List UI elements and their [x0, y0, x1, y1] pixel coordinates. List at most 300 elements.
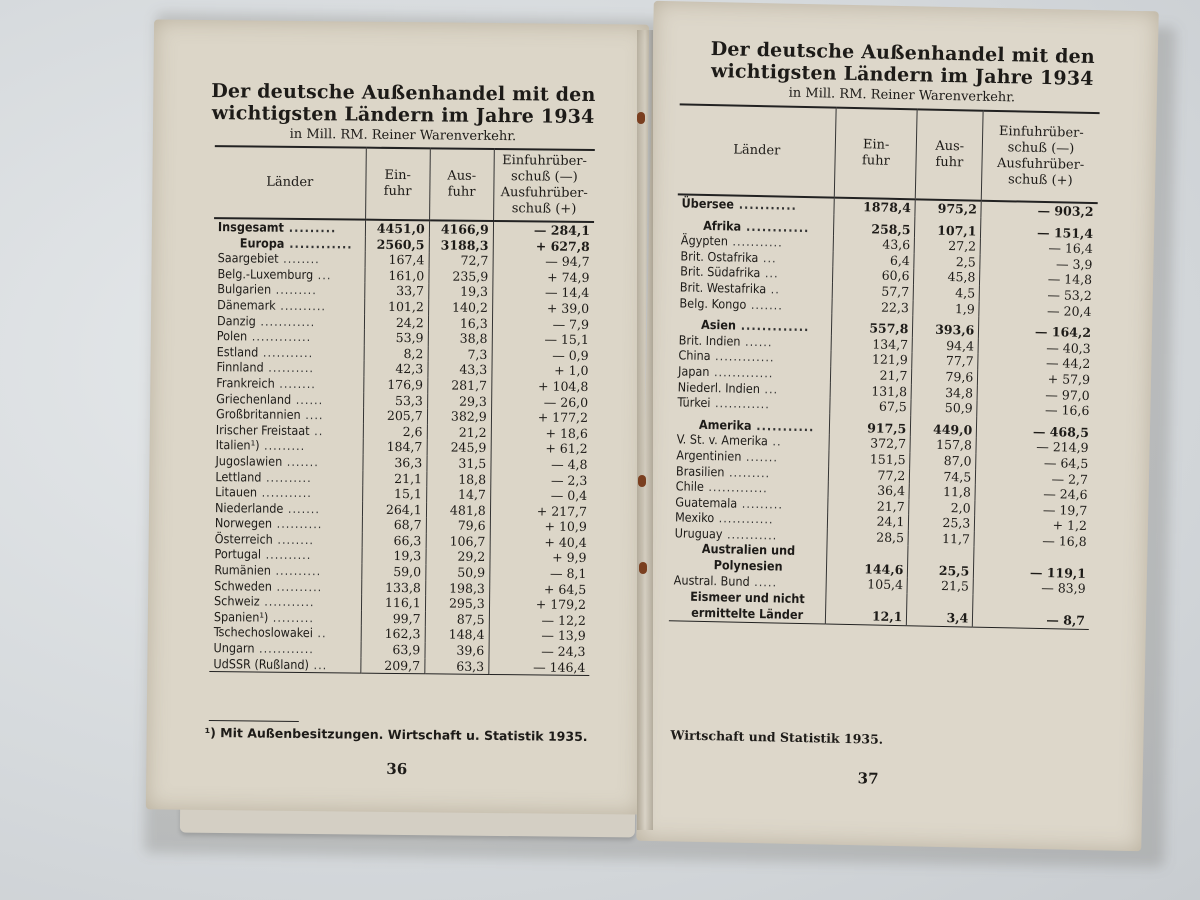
leader-dots: .............: [703, 479, 768, 496]
einfuhr-value: 917,5: [830, 413, 912, 436]
header-label: Aus- fuhr: [447, 168, 477, 200]
country-label: Uruguay: [674, 525, 723, 542]
country-name: [670, 541, 827, 576]
country-name: [212, 375, 363, 392]
ueberschuss-value: + 18,6: [491, 425, 592, 442]
leader-dots: ............: [284, 235, 353, 252]
header-label: Aus- fuhr: [935, 138, 965, 171]
country-label: Dänemark: [217, 297, 276, 313]
country-label: Schweiz: [213, 593, 260, 609]
ausfuhr-value: 393,6: [913, 315, 979, 338]
leader-dots: .............: [709, 363, 774, 381]
leader-dots: .........: [259, 437, 306, 454]
country-name: [214, 235, 365, 252]
ueberschuss-value: — 19,7: [975, 500, 1091, 518]
country-name: [210, 593, 361, 610]
leader-dots: ...: [760, 265, 779, 281]
ueberschuss-value: + 39,0: [492, 300, 593, 317]
einfuhr-value: 36,4: [828, 482, 909, 499]
einfuhr-value: 2560,5: [365, 236, 429, 252]
ausfuhr-value: 16,3: [428, 315, 492, 331]
country-label: Frankreich: [216, 375, 275, 391]
leader-dots: ............: [741, 218, 810, 235]
country-label: Übersee: [681, 195, 735, 212]
ausfuhr-value: 45,8: [914, 269, 980, 286]
ausfuhr-value: 3188,3: [429, 237, 493, 253]
einfuhr-value: 99,7: [361, 610, 425, 626]
book-spine: [637, 30, 653, 830]
country-label: Türkei: [677, 394, 711, 411]
ausfuhr-value: 29,3: [427, 393, 491, 409]
country-name: [211, 484, 362, 501]
right-page-title: [692, 38, 1113, 91]
ueberschuss-value: — 4,8: [491, 456, 592, 473]
leader-dots: .........: [724, 463, 771, 480]
einfuhr-value: 372,7: [829, 435, 910, 452]
leader-dots: .......: [283, 500, 321, 516]
einfuhr-value: 162,3: [361, 626, 425, 642]
country-name: [673, 394, 830, 413]
col-header-ueberschuss: [493, 149, 595, 222]
country-name: [211, 531, 362, 548]
ueberschuss-value: — 119,1: [974, 547, 1091, 581]
einfuhr-value: 116,1: [361, 595, 425, 611]
leader-dots: .........: [268, 609, 315, 625]
country-name: [211, 500, 362, 517]
leader-dots: ......: [740, 333, 773, 350]
country-name: [213, 297, 364, 314]
ausfuhr-value: 27,2: [915, 238, 981, 255]
leader-dots: ...: [758, 249, 777, 266]
leader-dots: ..: [766, 281, 781, 297]
ausfuhr-value: 74,5: [910, 468, 976, 485]
ueberschuss-value: + 61,2: [491, 440, 592, 457]
country-label: Niederl. Indien: [677, 378, 761, 396]
header-label: Ein- fuhr: [861, 137, 890, 169]
leader-dots: .............: [247, 328, 312, 345]
leader-dots: ...........: [722, 526, 778, 543]
table-row: [209, 656, 589, 676]
einfuhr-value: 36,3: [363, 455, 427, 471]
leader-dots: ...........: [727, 233, 783, 250]
einfuhr-value: 167,4: [365, 252, 429, 268]
ueberschuss-value: + 1,2: [975, 516, 1091, 534]
ausfuhr-value: 1,9: [913, 300, 979, 317]
country-label: Rumänien: [214, 562, 271, 578]
country-label: Norwegen: [214, 515, 273, 531]
einfuhr-value: 121,9: [831, 351, 912, 368]
leader-dots: ........: [278, 250, 320, 267]
right-title-line2: wichtigsten Ländern im Jahre 1934: [710, 60, 1094, 91]
einfuhr-value: 59,0: [362, 564, 426, 580]
country-label: Ungarn: [213, 640, 255, 656]
leader-dots: ..........: [263, 359, 315, 376]
left-page-title: [193, 80, 613, 128]
leader-dots: ....: [300, 407, 324, 423]
ausfuhr-value: 39,6: [425, 642, 489, 658]
ueberschuss-value: + 104,8: [491, 378, 592, 395]
ausfuhr-value: 245,9: [427, 440, 491, 456]
leader-dots: .........: [271, 282, 317, 298]
leader-dots: ......: [291, 391, 324, 407]
ausfuhr-value: 7,3: [428, 346, 492, 362]
ueberschuss-value: — 12,2: [489, 612, 590, 629]
ausfuhr-value: 38,8: [428, 330, 492, 346]
ausfuhr-value: 34,8: [911, 384, 977, 401]
ueberschuss-value: — 151,4: [981, 217, 1098, 241]
einfuhr-value: 57,7: [832, 283, 913, 300]
ausfuhr-value: 4,5: [914, 284, 980, 301]
country-name: [211, 469, 362, 486]
ausfuhr-value: 94,4: [912, 337, 978, 354]
country-label: China: [678, 347, 711, 364]
einfuhr-value: 1878,4: [834, 198, 915, 216]
ueberschuss-value: — 8,1: [490, 565, 591, 582]
leader-dots: .....: [749, 574, 778, 590]
country-name: [213, 313, 364, 330]
leader-dots: ...: [308, 656, 328, 672]
einfuhr-value: 19,3: [362, 548, 426, 564]
country-label: Mexiko: [674, 509, 715, 526]
einfuhr-value: 53,9: [364, 330, 428, 346]
ueberschuss-value: — 14,4: [492, 284, 593, 301]
country-label: Brit. Ostafrika: [680, 248, 759, 265]
einfuhr-value: 28,5: [827, 528, 908, 545]
einfuhr-value: 557,8: [832, 314, 914, 337]
ueberschuss-value: — 94,7: [493, 253, 594, 270]
right-page-number: 37: [857, 769, 879, 788]
ueberschuss-value: + 179,2: [489, 596, 590, 613]
country-label: Schweden: [214, 577, 273, 594]
ueberschuss-value: — 24,3: [489, 643, 590, 660]
ausfuhr-value: 3,4: [907, 593, 974, 627]
country-name: [212, 437, 363, 454]
right-page: [636, 1, 1158, 851]
leader-dots: ..: [767, 433, 782, 449]
ausfuhr-value: 79,6: [912, 368, 978, 385]
leader-dots: .......: [741, 448, 779, 465]
leader-dots: ..........: [270, 562, 322, 579]
country-name: [210, 578, 361, 595]
country-label: Lettland: [215, 468, 262, 485]
country-label: Chile: [675, 478, 705, 495]
ueberschuss-value: — 3,9: [980, 254, 1096, 272]
country-label: Jugoslawien: [215, 453, 283, 469]
einfuhr-value: 12,1: [826, 592, 908, 626]
ausfuhr-value: 18,8: [426, 471, 490, 487]
leader-dots: ........: [272, 531, 315, 548]
ueberschuss-value: — 64,5: [976, 454, 1092, 472]
ausfuhr-value: 106,7: [426, 533, 490, 549]
country-label: Estland: [216, 343, 259, 360]
country-name: [677, 194, 834, 214]
ausfuhr-value: 2,0: [909, 499, 975, 516]
ausfuhr-value: 481,8: [426, 502, 490, 518]
einfuhr-value: 2,6: [363, 423, 427, 439]
einfuhr-value: 8,2: [364, 345, 428, 361]
ausfuhr-value: 87,5: [425, 611, 489, 627]
ausfuhr-value: 19,3: [428, 284, 492, 300]
right-source: Wirtschaft und Statistik 1935.: [670, 727, 884, 747]
ausfuhr-value: 295,3: [425, 596, 489, 612]
leader-dots: ...........: [733, 196, 798, 213]
footnote-rule: [209, 720, 299, 722]
header-label: Länder: [733, 142, 781, 159]
country-name: [214, 250, 365, 267]
col-header-ueberschuss: [982, 111, 1100, 203]
ueberschuss-value: — 0,9: [492, 347, 593, 364]
country-name: [212, 422, 363, 439]
leader-dots: ..........: [271, 578, 323, 594]
einfuhr-value: 134,7: [831, 335, 912, 352]
col-header-einfuhr: [835, 108, 918, 200]
country-name: [210, 624, 361, 641]
ueberschuss-value: — 15,1: [492, 331, 593, 348]
ueberschuss-value: — 8,7: [973, 595, 1090, 630]
country-label: Belg.-Luxemburg: [217, 265, 314, 282]
einfuhr-value: 60,6: [833, 267, 914, 284]
country-label: Niederlande: [214, 499, 284, 516]
country-label: Tschechoslowakei: [213, 624, 313, 641]
ausfuhr-value: 4166,9: [429, 220, 493, 237]
country-label: Brit. Indien: [678, 332, 741, 349]
staple: [638, 475, 646, 487]
ueberschuss-value: — 13,9: [489, 627, 590, 644]
col-header-einfuhr: [365, 148, 430, 221]
einfuhr-value: 4451,0: [365, 220, 429, 237]
country-name: [209, 640, 360, 657]
ueberschuss-value: — 97,0: [977, 385, 1093, 403]
ausfuhr-value: 2,5: [914, 253, 980, 270]
einfuhr-value: 24,1: [828, 513, 909, 530]
ausfuhr-value: 281,7: [427, 377, 491, 393]
country-label: Europa: [239, 234, 285, 251]
country-label: Portugal: [214, 546, 262, 563]
einfuhr-value: 258,5: [834, 214, 916, 237]
ueberschuss-value: + 217,7: [490, 503, 591, 520]
einfuhr-value: 101,2: [364, 299, 428, 315]
leader-dots: ..........: [272, 515, 323, 532]
country-label: Austral. Bund: [673, 572, 750, 590]
leader-dots: ...........: [258, 344, 314, 360]
header-label: Einfuhrüber- schuß (—) Ausfuhrüber- schuß (+): [500, 153, 588, 217]
ueberschuss-value: + 74,9: [493, 269, 594, 286]
leader-dots: ............: [710, 395, 771, 412]
einfuhr-value: 161,0: [365, 267, 429, 283]
einfuhr-value: 184,7: [363, 439, 427, 455]
einfuhr-value: 21,1: [362, 470, 426, 486]
ueberschuss-value: — 16,8: [974, 532, 1090, 550]
einfuhr-value: 63,9: [361, 642, 425, 658]
right-trade-table: [669, 103, 1100, 630]
ausfuhr-value: 50,9: [911, 399, 977, 416]
country-label: V. St. v. Amerika: [676, 431, 769, 449]
ueberschuss-value: — 2,7: [976, 469, 1092, 487]
einfuhr-value: 264,1: [362, 501, 426, 517]
country-label: UdSSR (Rußland): [213, 655, 310, 672]
einfuhr-value: 15,1: [362, 486, 426, 502]
ueberschuss-value: — 146,4: [489, 659, 590, 676]
country-label: Spanien¹): [213, 608, 269, 625]
leader-dots: ..: [309, 422, 324, 438]
ueberschuss-value: — 164,2: [979, 317, 1096, 341]
country-name: [212, 406, 363, 423]
header-label: Ein- fuhr: [383, 167, 412, 200]
leader-dots: .............: [710, 348, 775, 365]
leader-dots: ...: [759, 380, 779, 397]
country-label: Brasilien: [675, 462, 725, 479]
ueberschuss-value: — 16,6: [977, 401, 1093, 419]
ueberschuss-value: + 57,9: [978, 370, 1094, 388]
country-label: Argentinien: [676, 447, 742, 464]
einfuhr-value: 42,3: [364, 361, 428, 377]
left-page-number: 36: [386, 759, 408, 779]
left-trade-table: [209, 145, 595, 676]
einfuhr-value: 105,4: [826, 576, 907, 593]
ausfuhr-value: 107,1: [915, 216, 981, 239]
left-subtitle: in Mill. RM. Reiner Warenverkehr.: [289, 126, 517, 145]
leader-dots: ............: [714, 510, 774, 527]
einfuhr-value: 22,3: [832, 298, 913, 315]
ueberschuss-value: — 14,8: [980, 270, 1096, 288]
country-label: Italien¹): [215, 437, 260, 453]
country-label: Irischer Freistaat: [215, 421, 310, 438]
ueberschuss-value: — 7,9: [492, 316, 593, 333]
ausfuhr-value: 449,0: [911, 415, 977, 438]
leader-dots: ...........: [259, 593, 315, 610]
country-name: [212, 359, 363, 376]
ausfuhr-value: 975,2: [915, 199, 981, 217]
ueberschuss-value: + 40,4: [490, 534, 591, 551]
leader-dots: ..........: [261, 469, 312, 485]
country-name: [212, 391, 363, 408]
einfuhr-value: 131,8: [830, 382, 911, 399]
einfuhr-value: 144,6: [827, 544, 909, 578]
ueberschuss-value: — 26,0: [491, 394, 592, 411]
ausfuhr-value: 235,9: [429, 268, 493, 284]
ausfuhr-value: 29,2: [426, 549, 490, 565]
country-label: Australien und Polynesien: [701, 541, 796, 575]
ausfuhr-value: 21,2: [427, 424, 491, 440]
einfuhr-value: 43,6: [833, 236, 914, 253]
ausfuhr-value: 382,9: [427, 408, 491, 424]
leader-dots: ...........: [257, 484, 313, 501]
ueberschuss-value: — 44,2: [978, 354, 1094, 372]
ausfuhr-value: 31,5: [427, 455, 491, 471]
country-label: Brit. Südafrika: [680, 263, 761, 281]
country-label: Österreich: [214, 530, 273, 547]
ueberschuss-value: — 214,9: [976, 438, 1092, 456]
ausfuhr-value: 72,7: [429, 253, 493, 269]
country-name: [211, 515, 362, 532]
leader-dots: ..........: [275, 297, 327, 314]
country-name: [210, 562, 361, 579]
einfuhr-value: 66,3: [362, 533, 426, 549]
ueberschuss-value: + 9,9: [490, 549, 591, 566]
staple: [639, 562, 647, 574]
country-name: [209, 656, 360, 674]
ausfuhr-value: 50,9: [426, 564, 490, 580]
ueberschuss-value: + 627,8: [493, 238, 594, 255]
ausfuhr-value: 87,0: [910, 452, 976, 469]
ausfuhr-value: 14,7: [426, 486, 490, 502]
ueberschuss-value: — 468,5: [977, 416, 1094, 440]
country-label: Polen: [216, 328, 248, 344]
ausfuhr-value: 21,5: [907, 578, 973, 595]
left-footnote: ¹) Mit Außenbesitzungen. Wirtschaft u. Statistik 1935.: [204, 724, 588, 745]
country-name: [210, 547, 361, 564]
leader-dots: ........: [274, 375, 316, 392]
ausfuhr-value: 79,6: [426, 518, 490, 534]
ausfuhr-value: 25,3: [909, 515, 975, 532]
leader-dots: ..: [312, 625, 327, 641]
header-label: Einfuhrüber- schuß (—) Ausfuhrüber- schuß (+): [996, 124, 1085, 189]
right-subtitle: in Mill. RM. Reiner Warenverkehr.: [788, 85, 1016, 106]
country-name: [211, 453, 362, 470]
ueberschuss-value: — 40,3: [978, 338, 1094, 356]
ueberschuss-value: — 284,1: [493, 221, 594, 239]
staple: [637, 112, 645, 124]
einfuhr-value: 21,7: [831, 367, 912, 384]
ausfuhr-value: 140,2: [428, 299, 492, 315]
einfuhr-value: 53,3: [363, 392, 427, 408]
left-title-line1: Der deutsche Außenhandel mit den: [211, 80, 596, 107]
leader-dots: .......: [746, 296, 784, 313]
country-label: Griechenland: [216, 390, 292, 407]
country-label: Afrika: [703, 217, 742, 234]
einfuhr-value: 133,8: [361, 579, 425, 595]
ueberschuss-value: — 0,4: [490, 487, 591, 504]
country-label: Brit. Westafrika: [679, 279, 767, 297]
country-label: Ägypten: [680, 232, 729, 249]
ausfuhr-value: 198,3: [425, 580, 489, 596]
country-label: Guatemala: [675, 494, 738, 511]
col-header-laender: [214, 146, 366, 220]
country-label: Insgesamt: [217, 219, 285, 235]
right-title-line1: Der deutsche Außenhandel mit den: [710, 38, 1096, 69]
ausfuhr-value: 77,7: [912, 353, 978, 370]
einfuhr-value: 33,7: [364, 283, 428, 299]
country-name: [669, 588, 826, 624]
ausfuhr-value: 157,8: [910, 437, 976, 454]
country-name: [213, 328, 364, 345]
country-name: [210, 609, 361, 626]
country-name: [214, 218, 365, 236]
country-label: Amerika: [698, 416, 752, 433]
einfuhr-value: 67,5: [830, 398, 911, 415]
ueberschuss-value: — 20,4: [979, 301, 1095, 319]
einfuhr-value: 151,5: [829, 450, 910, 467]
einfuhr-value: 209,7: [361, 657, 425, 674]
col-header-ausfuhr: [429, 148, 494, 221]
ueberschuss-value: — 2,3: [491, 471, 592, 488]
ueberschuss-value: — 16,4: [980, 239, 1096, 257]
leader-dots: .........: [283, 219, 337, 236]
leader-dots: .............: [735, 317, 810, 335]
einfuhr-value: 176,9: [363, 377, 427, 393]
einfuhr-value: 77,2: [829, 466, 910, 483]
leader-dots: ............: [255, 313, 316, 329]
ausfuhr-value: 43,3: [428, 362, 492, 378]
ueberschuss-value: + 1,0: [492, 362, 593, 379]
country-label: Bulgarien: [217, 281, 272, 298]
ueberschuss-value: — 53,2: [979, 286, 1095, 304]
header-label: Länder: [266, 174, 314, 191]
country-label: Litauen: [215, 484, 258, 500]
leader-dots: ...: [313, 266, 332, 283]
country-name: [213, 266, 364, 283]
ueberschuss-value: — 903,2: [981, 201, 1097, 220]
